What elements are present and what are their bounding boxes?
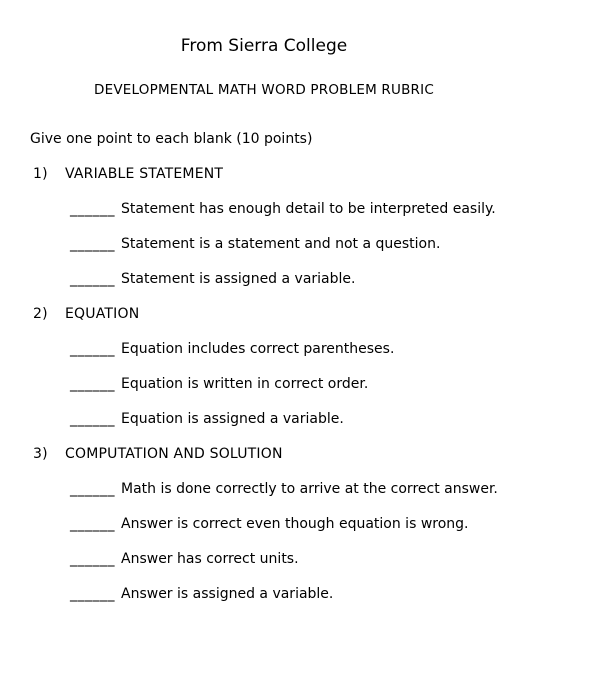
rubric-item (30, 341, 498, 358)
section-number: 2) (33, 306, 48, 322)
section-number: 3) (33, 446, 48, 462)
document-subtitle: DEVELOPMENTAL MATH WORD PROBLEM RUBRIC (94, 82, 434, 98)
rubric-item (30, 551, 498, 568)
score-blank: ______ (70, 236, 115, 252)
rubric-item-text: Equation is assigned a variable. (121, 411, 344, 427)
score-blank: ______ (70, 271, 115, 287)
rubric-item (30, 236, 498, 253)
rubric-item (30, 201, 498, 218)
instruction-line: Give one point to each blank (10 points) (30, 131, 313, 147)
section-header (30, 166, 498, 183)
rubric-section-variable-statement (30, 166, 498, 288)
rubric-item-text: Answer is correct even though equation is wrong. (121, 516, 469, 532)
section-header (30, 306, 498, 323)
rubric-item-text: Answer is assigned a variable. (121, 586, 334, 602)
rubric-item-text: Equation includes correct parentheses. (121, 341, 395, 357)
rubric-item (30, 481, 498, 498)
score-blank: ______ (70, 516, 115, 532)
score-blank: ______ (70, 411, 115, 427)
rubric-section-equation (30, 306, 498, 428)
section-heading: VARIABLE STATEMENT (65, 166, 224, 182)
score-blank: ______ (70, 201, 115, 217)
document-content (30, 36, 498, 603)
document-title: From Sierra College (180, 36, 348, 56)
section-number: 1) (33, 166, 48, 182)
rubric-item (30, 586, 498, 603)
rubric-section-computation-and-solution (30, 446, 498, 603)
rubric-item (30, 411, 498, 428)
section-heading: EQUATION (65, 306, 140, 322)
rubric-item-text: Statement has enough detail to be interpreted easily. (121, 201, 496, 217)
rubric-item-text: Statement is a statement and not a question. (121, 236, 441, 252)
rubric-item (30, 271, 498, 288)
score-blank: ______ (70, 586, 115, 602)
score-blank: ______ (70, 551, 115, 567)
rubric-item-text: Math is done correctly to arrive at the correct answer. (121, 481, 498, 497)
section-header (30, 446, 498, 463)
rubric-item-text: Answer has correct units. (121, 551, 299, 567)
score-blank: ______ (70, 341, 115, 357)
section-heading: COMPUTATION AND SOLUTION (65, 446, 283, 462)
score-blank: ______ (70, 376, 115, 392)
rubric-item (30, 516, 498, 533)
rubric-item-text: Equation is written in correct order. (121, 376, 369, 392)
score-blank: ______ (70, 481, 115, 497)
rubric-item (30, 376, 498, 393)
rubric-item-text: Statement is assigned a variable. (121, 271, 356, 287)
